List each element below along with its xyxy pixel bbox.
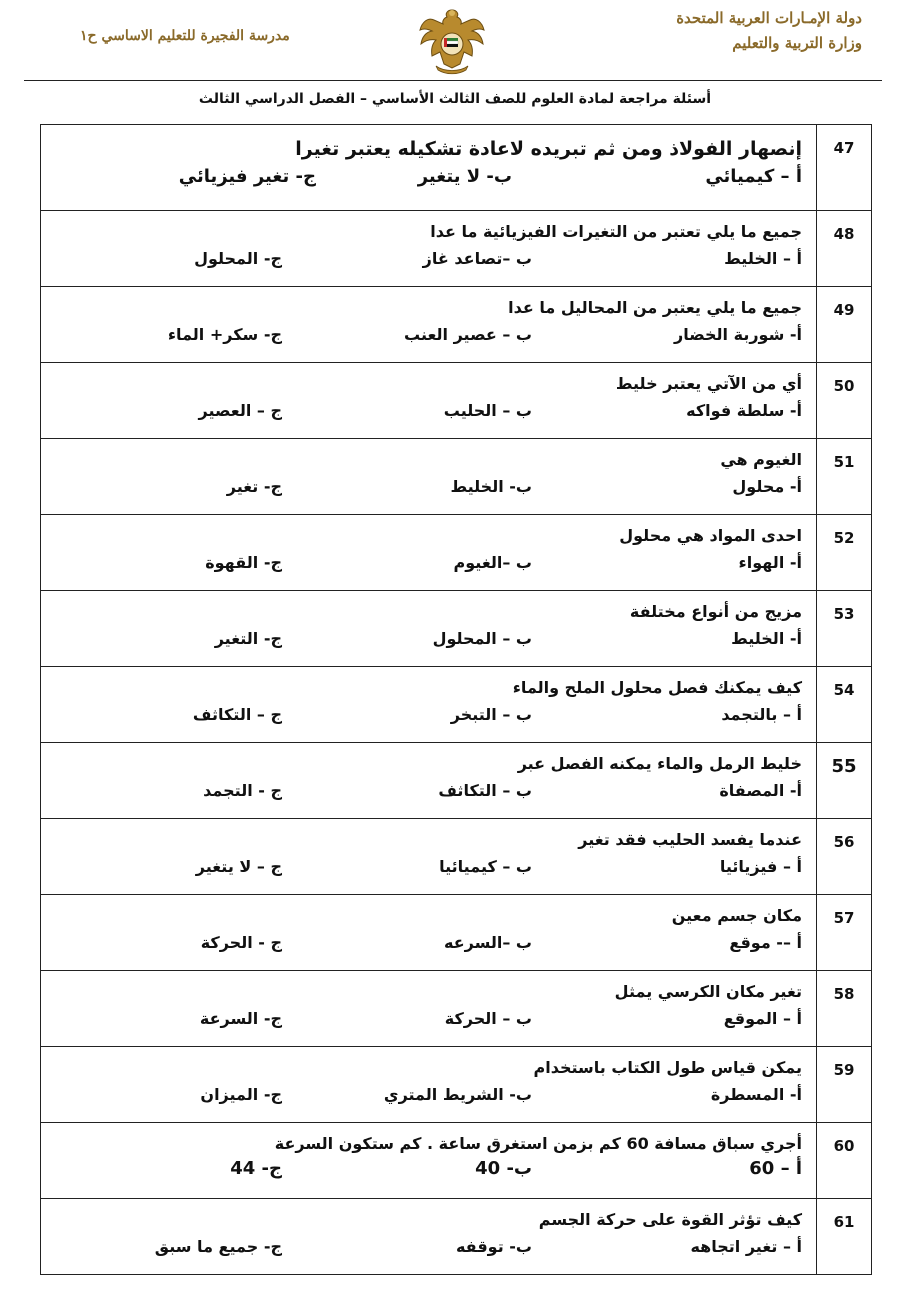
option-a: أ – بالتجمد bbox=[721, 705, 802, 724]
question-cell bbox=[41, 1047, 817, 1123]
question-cell bbox=[41, 667, 817, 743]
question-number: 53 bbox=[817, 591, 872, 667]
question-number: 55 bbox=[817, 743, 872, 819]
option-c: ج – لا يتغير bbox=[195, 857, 282, 876]
option-a: أ- سلطة فواكه bbox=[686, 401, 802, 420]
option-c: ج- القهوة bbox=[205, 553, 282, 572]
question-row-52 bbox=[41, 515, 872, 591]
question-cell bbox=[41, 1123, 817, 1199]
question-row-60 bbox=[41, 1123, 872, 1199]
options-line bbox=[41, 781, 802, 807]
options-line bbox=[41, 1158, 802, 1188]
question-cell bbox=[41, 895, 817, 971]
question-number: 61 bbox=[817, 1199, 872, 1275]
option-b: ب- الشريط المتري bbox=[383, 1085, 532, 1104]
question-text: احدى المواد هي محلول bbox=[619, 526, 802, 545]
option-c: ج- المحلول bbox=[194, 249, 282, 268]
options-line bbox=[41, 1009, 802, 1035]
option-a: أ- محلول bbox=[732, 477, 802, 496]
option-b: ب – كيميائيا bbox=[439, 857, 532, 876]
option-b: ب- لا يتغير bbox=[417, 166, 512, 187]
option-b: ب –الغيوم bbox=[453, 553, 532, 572]
option-c: ج- الميزان bbox=[200, 1085, 282, 1104]
options-line bbox=[41, 401, 802, 427]
question-text: مكان جسم معين bbox=[671, 906, 802, 925]
question-text: يمكن قياس طول الكتاب باستخدام bbox=[533, 1058, 802, 1077]
question-text: كيف تؤثر القوة على حركة الجسم bbox=[538, 1210, 802, 1229]
option-b: ب- توقفه bbox=[455, 1237, 532, 1256]
question-number: 51 bbox=[817, 439, 872, 515]
options-line bbox=[41, 477, 802, 503]
option-a: أ- المسطرة bbox=[710, 1085, 802, 1104]
option-a: أ – كيميائي bbox=[705, 166, 802, 187]
country-name: دولة الإمـارات العربية المتحدة bbox=[676, 9, 862, 27]
option-a: أ – الموقع bbox=[723, 1009, 802, 1028]
question-cell bbox=[41, 515, 817, 591]
options-line bbox=[41, 1237, 802, 1263]
question-cell bbox=[41, 439, 817, 515]
option-c: ج - الحركة bbox=[200, 933, 282, 952]
question-text: جميع ما يلي تعتبر من التغيرات الفيزيائية ما عدا bbox=[430, 222, 802, 241]
header-right bbox=[676, 6, 862, 56]
option-b: ب –تصاعد غاز bbox=[422, 249, 532, 268]
question-number: 52 bbox=[817, 515, 872, 591]
option-a: أ- المصفاة bbox=[719, 781, 802, 800]
question-text: مزيج من أنواع مختلفة bbox=[629, 602, 802, 621]
options-line bbox=[41, 1085, 802, 1111]
page-subtitle: أسئلة مراجعة لمادة العلوم للصف الثالث الأساسي – الفصل الدراسي الثالث bbox=[198, 91, 712, 107]
header-divider bbox=[24, 80, 882, 81]
options-line bbox=[41, 325, 802, 351]
option-b: ب – الحركة bbox=[444, 1009, 532, 1028]
question-text: أجري سباق مسافة 60 كم بزمن استغرق ساعة . كم ستكون السرعة bbox=[274, 1134, 802, 1153]
question-text: كيف يمكنك فصل محلول الملح والماء bbox=[512, 678, 802, 697]
options-line bbox=[41, 553, 802, 579]
question-cell bbox=[41, 819, 817, 895]
option-b: ب – التبخر bbox=[450, 705, 532, 724]
question-row-61 bbox=[41, 1199, 872, 1275]
options-line bbox=[41, 629, 802, 655]
question-number: 47 bbox=[817, 125, 872, 211]
option-c: ج - التجمد bbox=[203, 781, 282, 800]
question-number: 60 bbox=[817, 1123, 872, 1199]
question-number: 50 bbox=[817, 363, 872, 439]
question-row-48 bbox=[41, 211, 872, 287]
question-number: 59 bbox=[817, 1047, 872, 1123]
question-cell bbox=[41, 125, 817, 211]
question-cell bbox=[41, 591, 817, 667]
question-row-57 bbox=[41, 895, 872, 971]
question-row-58 bbox=[41, 971, 872, 1047]
option-b: ب – الحليب bbox=[443, 401, 532, 420]
question-text: أي من الآتي يعتبر خليط bbox=[615, 374, 802, 393]
option-b: ب- الخليط bbox=[450, 477, 532, 496]
question-number: 57 bbox=[817, 895, 872, 971]
option-a: أ – الخليط bbox=[724, 249, 802, 268]
question-row-55 bbox=[41, 743, 872, 819]
question-row-53 bbox=[41, 591, 872, 667]
option-b: ب –السرعه bbox=[443, 933, 532, 952]
option-a: أ – تغير اتجاهه bbox=[690, 1237, 802, 1256]
option-b: ب – التكاثف bbox=[438, 781, 532, 800]
option-b: ب- 40 bbox=[475, 1158, 532, 1179]
option-c: ج- 44 bbox=[230, 1158, 282, 1179]
questions-table bbox=[40, 124, 872, 1275]
option-c: ج- التغير bbox=[214, 629, 282, 648]
option-a: أ- شوربة الخضار bbox=[674, 325, 802, 344]
question-cell bbox=[41, 211, 817, 287]
option-c: ج- تغير bbox=[226, 477, 282, 496]
question-number: 56 bbox=[817, 819, 872, 895]
question-row-51 bbox=[41, 439, 872, 515]
question-cell bbox=[41, 287, 817, 363]
options-line bbox=[41, 857, 802, 883]
question-row-50 bbox=[41, 363, 872, 439]
options-line bbox=[41, 705, 802, 731]
question-text: تغير مكان الكرسي يمثل bbox=[614, 982, 802, 1001]
question-cell bbox=[41, 971, 817, 1047]
uae-emblem-icon bbox=[414, 4, 490, 78]
question-cell bbox=[41, 1199, 817, 1275]
question-row-59 bbox=[41, 1047, 872, 1123]
option-c: ج- سكر+ الماء bbox=[167, 325, 282, 344]
question-row-56 bbox=[41, 819, 872, 895]
option-c: ج- السرعة bbox=[199, 1009, 282, 1028]
options-line bbox=[41, 933, 802, 959]
ministry-name: وزارة التربية والتعليم bbox=[732, 34, 862, 52]
question-cell bbox=[41, 743, 817, 819]
option-a: أ- الخليط bbox=[731, 629, 802, 648]
option-c: ج – العصير bbox=[198, 401, 282, 420]
school-name: مدرسة الفجيرة للتعليم الاساسي ح١ bbox=[80, 28, 290, 44]
question-row-47 bbox=[41, 125, 872, 211]
option-c: ج- جميع ما سبق bbox=[154, 1237, 282, 1256]
question-text: الغيوم هي bbox=[720, 450, 802, 469]
question-row-54 bbox=[41, 667, 872, 743]
question-text: خليط الرمل والماء يمكنه الفصل عبر bbox=[517, 754, 802, 773]
question-number: 49 bbox=[817, 287, 872, 363]
option-a: أ- الهواء bbox=[738, 553, 802, 572]
question-row-49 bbox=[41, 287, 872, 363]
option-c: ج – التكاثف bbox=[192, 705, 282, 724]
option-a: أ – 60 bbox=[749, 1158, 802, 1179]
option-b: ب – عصير العنب bbox=[404, 325, 532, 344]
question-cell bbox=[41, 363, 817, 439]
options-line bbox=[41, 249, 802, 275]
options-line bbox=[41, 166, 802, 196]
option-a: أ – فيزيائيا bbox=[719, 857, 802, 876]
question-number: 54 bbox=[817, 667, 872, 743]
question-text: عندما يفسد الحليب فقد تغير bbox=[578, 830, 802, 849]
question-text: إنصهار الفولاذ ومن ثم تبريده لاعادة تشكيله يعتبر تغيرا bbox=[295, 138, 802, 160]
question-number: 48 bbox=[817, 211, 872, 287]
option-a: أ –- موقع bbox=[729, 933, 802, 952]
option-b: ب – المحلول bbox=[432, 629, 532, 648]
question-text: جميع ما يلي يعتبر من المحاليل ما عدا bbox=[508, 298, 802, 317]
question-number: 58 bbox=[817, 971, 872, 1047]
option-c: ج- تغير فيزيائي bbox=[178, 166, 316, 187]
